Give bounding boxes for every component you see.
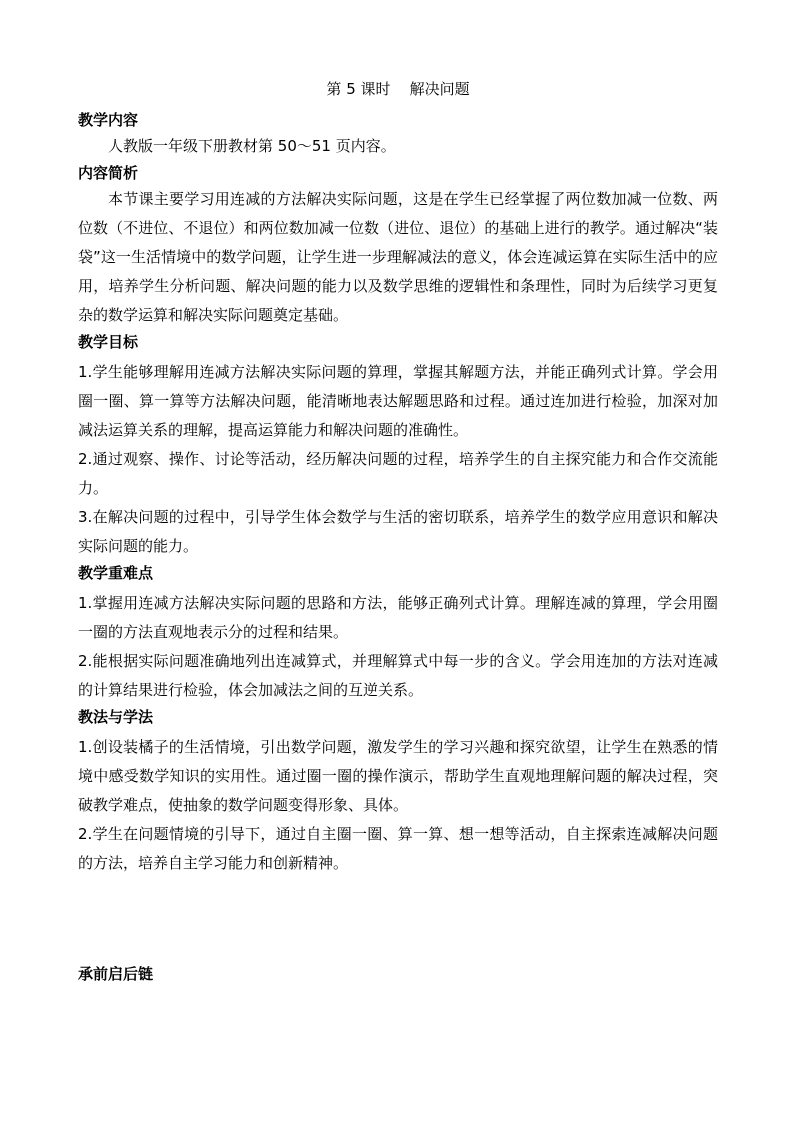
content-summary-text: 本节课主要学习用连减的方法解决实际问题，这是在学生已经掌握了两位数加减一位数、两位数（不进位、不退位）和两位数加减一位数（进位、退位）的基础上进行的教学。通过解决“装袋”这一生活情境中的数学问题，让学生进一步理解减法的意义，体会连减运算在实际生活中的应用，培养学生分析问题、解决问题的能力以及数学思维的逻辑性和条理性，同时为后续学习更复杂的数学运算和解决实际问题奠定基础。: [78, 190, 718, 324]
connection-chain-heading: 承前启后链: [78, 965, 154, 983]
teaching-content-heading: 教学内容: [78, 111, 139, 129]
teaching-goal-item: 2.通过观察、操作、讨论等活动，经历解决问题的过程，培养学生的自主探究能力和合作交流能力。: [78, 450, 718, 497]
methods-heading: 教法与学法: [78, 708, 154, 726]
key-point-item: 2.能根据实际问题准确地列出连减算式，并理解算式中每一步的含义。学会用连加的方法对连减的计算结果进行检验，体会加减法之间的互逆关系。: [78, 652, 718, 699]
method-item: 1.创设装橘子的生活情境，引出数学问题，激发学生的学习兴趣和探究欲望，让学生在熟悉的情境中感受数学知识的实用性。通过圈一圈的操作演示，帮助学生直观地理解问题的解决过程，突破教学难点，使抽象的数学问题变得形象、具体。: [78, 738, 718, 814]
teaching-goals-list: [78, 358, 718, 561]
content-summary-heading: 内容简析: [78, 164, 139, 182]
key-point-item: 1.掌握用连减方法解决实际问题的思路和方法，能够正确列式计算。理解连减的算理，学会用圈一圈的方法直观地表示分的过程和结果。: [78, 594, 718, 641]
key-points-list: [78, 589, 718, 705]
spacer: [78, 878, 718, 962]
methods-list: [78, 733, 718, 878]
teaching-goal-item: 1.学生能够理解用连减方法解决实际问题的算理，掌握其解题方法，并能正确列式计算。学会用圈一圈、算一算等方法解决问题，能清晰地表达解题思路和过程。通过连加进行检验，加深对加减法运算关系的理解，提高运算能力和解决问题的准确性。: [78, 363, 718, 439]
teaching-goal-item: 3.在解决问题的过程中，引导学生体会数学与生活的密切联系，培养学生的数学应用意识和解决实际问题的能力。: [78, 508, 718, 555]
lesson-title: 第 5 课时 解决问题: [326, 80, 470, 98]
teaching-content-text: 人教版一年级下册教材第 50～51 页内容。: [108, 137, 396, 155]
method-item: 2.学生在问题情境的引导下，通过自主圈一圈、算一算、想一想等活动，自主探索连减解决问题的方法，培养自主学习能力和创新精神。: [78, 825, 718, 872]
key-points-heading: 教学重难点: [78, 564, 154, 582]
teaching-goals-heading: 教学目标: [78, 333, 139, 351]
document-page: [78, 78, 718, 986]
